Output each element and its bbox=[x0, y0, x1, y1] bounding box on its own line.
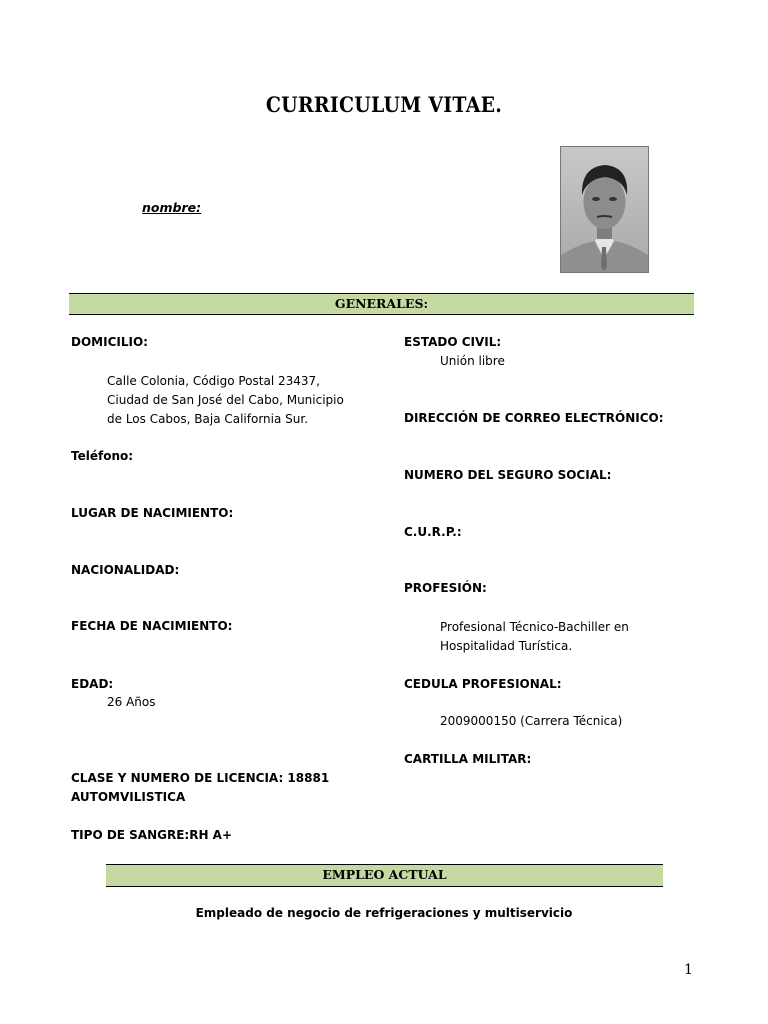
empleo-actual-description: Empleado de negocio de refrigeraciones y multiservicio bbox=[195, 906, 573, 920]
estado-civil-label: ESTADO CIVIL: bbox=[404, 335, 502, 349]
telefono-label: Teléfono: bbox=[71, 449, 134, 463]
person-portrait-icon bbox=[561, 147, 648, 272]
cedula-label: CEDULA PROFESIONAL: bbox=[404, 677, 562, 691]
licencia-label-line-1: CLASE Y NUMERO DE LICENCIA: 18881 bbox=[71, 771, 330, 785]
profile-photo bbox=[560, 146, 649, 273]
profesion-label: PROFESIÓN: bbox=[404, 581, 487, 595]
cartilla-militar-label: CARTILLA MILITAR: bbox=[404, 752, 532, 766]
edad-value: 26 Años bbox=[107, 695, 156, 709]
nacionalidad-label: NACIONALIDAD: bbox=[71, 563, 180, 577]
fecha-nacimiento-label: FECHA DE NACIMIENTO: bbox=[71, 619, 233, 633]
document-title: CURRICULUM VITAE. bbox=[265, 92, 503, 117]
profesion-line-1: Profesional Técnico-Bachiller en bbox=[440, 620, 629, 634]
tipo-sangre-label: TIPO DE SANGRE:RH A+ bbox=[71, 828, 233, 842]
correo-label: DIRECCIÓN DE CORREO ELECTRÓNICO: bbox=[404, 411, 664, 425]
profesion-line-2: Hospitalidad Turística. bbox=[440, 639, 573, 653]
lugar-nacimiento-label: LUGAR DE NACIMIENTO: bbox=[71, 506, 234, 520]
domicilio-line-2: Ciudad de San José del Cabo, Municipio bbox=[107, 393, 344, 407]
estado-civil-value: Unión libre bbox=[440, 354, 505, 368]
domicilio-line-3: de Los Cabos, Baja California Sur. bbox=[107, 412, 309, 426]
domicilio-label: DOMICILIO: bbox=[71, 335, 148, 349]
nombre-label: nombre: bbox=[142, 200, 202, 215]
curp-label: C.U.R.P.: bbox=[404, 525, 462, 539]
page-number: 1 bbox=[684, 962, 693, 978]
edad-label: EDAD: bbox=[71, 677, 114, 691]
seguro-social-label: NUMERO DEL SEGURO SOCIAL: bbox=[404, 468, 612, 482]
section-header-generales: GENERALES: bbox=[69, 293, 694, 315]
licencia-label-line-2: AUTOMVILISTICA bbox=[71, 790, 186, 804]
cedula-value: 2009000150 (Carrera Técnica) bbox=[440, 714, 623, 728]
domicilio-line-1: Calle Colonia, Código Postal 23437, bbox=[107, 374, 320, 388]
section-header-empleo-actual: EMPLEO ACTUAL bbox=[106, 864, 663, 887]
